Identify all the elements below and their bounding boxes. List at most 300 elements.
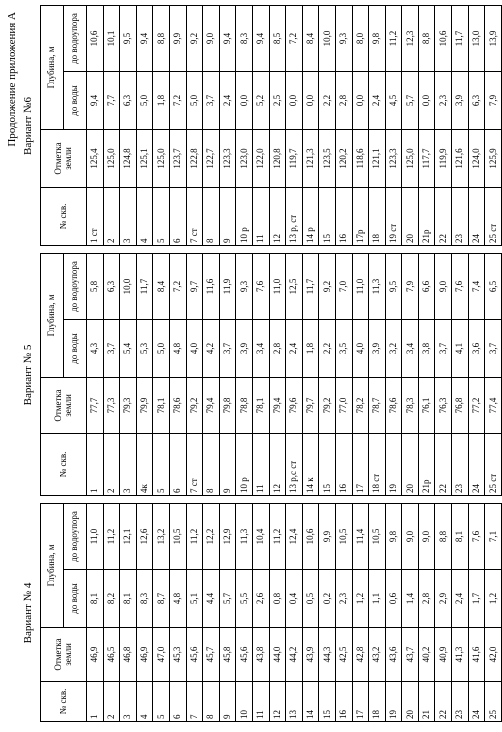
depth-to-aquiclude-cell: 10,6 <box>87 6 104 72</box>
well-number-cell: 24 <box>468 682 485 722</box>
table-row <box>402 504 419 722</box>
depth-to-water-cell: 4,8 <box>169 570 186 628</box>
depth-to-water-cell: 0,0 <box>418 72 435 130</box>
ground-elevation-cell: 44,0 <box>269 628 286 682</box>
ground-elevation-cell: 120,2 <box>335 130 352 188</box>
ground-elevation-cell: 45,6 <box>236 628 253 682</box>
ground-elevation-cell: 76,3 <box>435 378 452 434</box>
well-number-cell: 15 <box>319 188 336 246</box>
depth-to-water-cell: 1,1 <box>369 570 386 628</box>
well-number-cell: 8 <box>203 682 220 722</box>
depth-to-water-cell: 2,8 <box>418 570 435 628</box>
header-row <box>41 504 64 722</box>
well-number-cell: 18 <box>369 188 386 246</box>
depth-to-aquiclude-cell: 9,0 <box>402 504 419 570</box>
col-header-to-water: до воды <box>64 72 87 130</box>
depth-to-water-cell: 5,2 <box>252 72 269 130</box>
depth-to-aquiclude-cell: 10,6 <box>302 504 319 570</box>
table-row <box>418 254 435 496</box>
depth-to-water-cell: 2,6 <box>252 570 269 628</box>
ground-elevation-cell: 40,9 <box>435 628 452 682</box>
table-row <box>435 254 452 496</box>
well-number-cell: 23 <box>452 434 469 496</box>
depth-to-water-cell: 3,7 <box>103 320 120 378</box>
table-row <box>418 6 435 246</box>
depth-to-aquiclude-cell: 8,8 <box>435 504 452 570</box>
well-number-cell: 21р <box>418 188 435 246</box>
well-number-cell: 22 <box>435 682 452 722</box>
ground-elevation-cell: 79,2 <box>186 378 203 434</box>
ground-elevation-cell: 78,6 <box>385 378 402 434</box>
well-number-cell: 13 <box>286 682 303 722</box>
well-number-cell: 20 <box>402 682 419 722</box>
depth-to-water-cell: 2,2 <box>319 320 336 378</box>
depth-to-aquiclude-cell: 7,2 <box>169 254 186 320</box>
depth-to-aquiclude-cell: 8,5 <box>269 6 286 72</box>
ground-elevation-cell: 43,6 <box>385 628 402 682</box>
ground-elevation-cell: 42,5 <box>335 628 352 682</box>
depth-to-water-cell: 1,2 <box>485 570 502 628</box>
table-row <box>402 254 419 496</box>
well-number-cell: 21 <box>418 682 435 722</box>
well-number-cell: 24 <box>468 188 485 246</box>
well-number-cell: 11 <box>252 188 269 246</box>
ground-elevation-cell: 47,0 <box>153 628 170 682</box>
ground-elevation-cell: 46,9 <box>136 628 153 682</box>
depth-to-aquiclude-cell: 10,6 <box>435 6 452 72</box>
well-number-cell: 20 <box>402 188 419 246</box>
well-number-cell: 8 <box>203 188 220 246</box>
table-row <box>385 6 402 246</box>
well-number-cell: 24 <box>468 434 485 496</box>
depth-to-aquiclude-cell: 11,4 <box>352 504 369 570</box>
table-row <box>87 254 104 496</box>
col-header-well: № скв. <box>41 434 87 496</box>
ground-elevation-cell: 44,2 <box>286 628 303 682</box>
col-header-to-aquiclude: до водоупора <box>64 254 87 320</box>
depth-to-aquiclude-cell: 11,9 <box>219 254 236 320</box>
table-row <box>335 504 352 722</box>
depth-to-aquiclude-cell: 7,6 <box>452 254 469 320</box>
depth-to-aquiclude-cell: 9,0 <box>418 504 435 570</box>
depth-to-water-cell: 7,9 <box>485 72 502 130</box>
depth-to-water-cell: 2,4 <box>286 320 303 378</box>
depth-to-aquiclude-cell: 12,6 <box>136 504 153 570</box>
depth-to-water-cell: 6,3 <box>468 72 485 130</box>
depth-to-aquiclude-cell: 9,2 <box>319 254 336 320</box>
table-row <box>87 504 104 722</box>
col-header-depth: Глубина, м <box>41 6 64 130</box>
ground-elevation-cell: 41,6 <box>468 628 485 682</box>
depth-to-water-cell: 0,5 <box>302 570 319 628</box>
depth-to-water-cell: 0,2 <box>319 570 336 628</box>
well-number-cell: 15 <box>319 682 336 722</box>
well-number-cell: 19 ст <box>385 188 402 246</box>
depth-to-aquiclude-cell: 11,2 <box>385 6 402 72</box>
table-row <box>120 504 137 722</box>
table-row <box>103 6 120 246</box>
ground-elevation-cell: 76,1 <box>418 378 435 434</box>
depth-to-water-cell: 5,0 <box>136 72 153 130</box>
depth-to-aquiclude-cell: 9,0 <box>435 254 452 320</box>
depth-to-aquiclude-cell: 9,5 <box>385 254 402 320</box>
ground-elevation-cell: 78,3 <box>402 378 419 434</box>
well-number-cell: 6 <box>169 188 186 246</box>
depth-to-aquiclude-cell: 10,5 <box>335 504 352 570</box>
depth-to-water-cell: 3,5 <box>335 320 352 378</box>
depth-to-aquiclude-cell: 7,1 <box>485 504 502 570</box>
depth-to-water-cell: 0,0 <box>302 72 319 130</box>
depth-to-water-cell: 1,8 <box>153 72 170 130</box>
depth-to-aquiclude-cell: 11,7 <box>452 6 469 72</box>
ground-elevation-cell: 46,8 <box>120 628 137 682</box>
depth-to-aquiclude-cell: 11,2 <box>103 504 120 570</box>
table-row <box>369 504 386 722</box>
ground-elevation-cell: 42,0 <box>485 628 502 682</box>
table-row <box>252 6 269 246</box>
ground-elevation-cell: 125,0 <box>402 130 419 188</box>
depth-to-aquiclude-cell: 11,0 <box>352 254 369 320</box>
ground-elevation-cell: 117,7 <box>418 130 435 188</box>
depth-to-water-cell: 1,2 <box>352 570 369 628</box>
depth-to-water-cell: 2,5 <box>269 72 286 130</box>
well-number-cell: 12 <box>269 682 286 722</box>
ground-elevation-cell: 118,6 <box>352 130 369 188</box>
depth-to-water-cell: 9,4 <box>87 72 104 130</box>
ground-elevation-cell: 79,9 <box>136 378 153 434</box>
depth-to-water-cell: 3,7 <box>219 320 236 378</box>
depth-to-water-cell: 2,3 <box>435 72 452 130</box>
ground-elevation-cell: 121,6 <box>452 130 469 188</box>
well-number-cell: 14 р <box>302 188 319 246</box>
table-row <box>302 504 319 722</box>
ground-elevation-cell: 120,8 <box>269 130 286 188</box>
depth-to-water-cell: 3,9 <box>452 72 469 130</box>
depth-to-aquiclude-cell: 9,9 <box>169 6 186 72</box>
well-number-cell: 10 р <box>236 434 253 496</box>
ground-elevation-cell: 41,3 <box>452 628 469 682</box>
ground-elevation-cell: 123,7 <box>169 130 186 188</box>
depth-to-water-cell: 5,0 <box>186 72 203 130</box>
table-row <box>452 504 469 722</box>
ground-elevation-cell: 79,4 <box>269 378 286 434</box>
depth-to-water-cell: 5,7 <box>219 570 236 628</box>
table-row <box>169 504 186 722</box>
depth-to-aquiclude-cell: 11,6 <box>203 254 220 320</box>
ground-elevation-cell: 77,0 <box>335 378 352 434</box>
well-number-cell: 12 <box>269 434 286 496</box>
depth-to-water-cell: 1,7 <box>468 570 485 628</box>
table-row <box>169 254 186 496</box>
ground-elevation-cell: 119,7 <box>286 130 303 188</box>
col-header-depth: Глубина, м <box>41 254 64 378</box>
depth-to-water-cell: 2,2 <box>319 72 336 130</box>
depth-to-water-cell: 8,1 <box>87 570 104 628</box>
ground-elevation-cell: 43,8 <box>252 628 269 682</box>
depth-to-water-cell: 3,9 <box>236 320 253 378</box>
well-number-cell: 22 <box>435 188 452 246</box>
depth-to-water-cell: 8,2 <box>103 570 120 628</box>
depth-to-water-cell: 4,5 <box>385 72 402 130</box>
depth-to-aquiclude-cell: 9,8 <box>369 6 386 72</box>
ground-elevation-cell: 43,9 <box>302 628 319 682</box>
table-row <box>385 254 402 496</box>
table-row <box>485 254 502 496</box>
depth-to-water-cell: 8,7 <box>153 570 170 628</box>
depth-to-aquiclude-cell: 12,9 <box>219 504 236 570</box>
variant-table <box>40 253 502 496</box>
ground-elevation-cell: 124,8 <box>120 130 137 188</box>
depth-to-aquiclude-cell: 13,2 <box>153 504 170 570</box>
well-number-cell: 7 ст <box>186 188 203 246</box>
well-number-cell: 5 <box>153 682 170 722</box>
table-row <box>319 6 336 246</box>
table-row <box>286 254 303 496</box>
depth-to-water-cell: 5,3 <box>136 320 153 378</box>
well-number-cell: 23 <box>452 682 469 722</box>
depth-to-water-cell: 4,4 <box>203 570 220 628</box>
ground-elevation-cell: 78,1 <box>153 378 170 434</box>
table-row <box>352 254 369 496</box>
depth-to-water-cell: 3,9 <box>369 320 386 378</box>
depth-to-aquiclude-cell: 11,0 <box>87 504 104 570</box>
depth-to-aquiclude-cell: 9,5 <box>120 6 137 72</box>
depth-to-water-cell: 5,1 <box>186 570 203 628</box>
table-row <box>435 504 452 722</box>
ground-elevation-cell: 79,4 <box>203 378 220 434</box>
table-row <box>153 6 170 246</box>
ground-elevation-cell: 43,2 <box>369 628 386 682</box>
depth-to-aquiclude-cell: 10,0 <box>120 254 137 320</box>
table-row <box>418 504 435 722</box>
well-number-cell: 16 <box>335 188 352 246</box>
variant-title: Вариант № 5 <box>22 344 34 406</box>
ground-elevation-cell: 45,6 <box>186 628 203 682</box>
well-number-cell: 23 <box>452 188 469 246</box>
depth-to-water-cell: 2,8 <box>335 72 352 130</box>
well-number-cell: 19 <box>385 682 402 722</box>
table-row <box>352 6 369 246</box>
depth-to-water-cell: 7,2 <box>169 72 186 130</box>
table-row <box>302 6 319 246</box>
col-header-elevation: Отметка земли <box>41 628 87 682</box>
table-row <box>452 6 469 246</box>
well-number-cell: 17 <box>352 682 369 722</box>
depth-to-water-cell: 4,0 <box>352 320 369 378</box>
table-row <box>120 6 137 246</box>
col-header-depth: Глубина, м <box>41 504 64 628</box>
table-row <box>153 254 170 496</box>
table-row <box>120 254 137 496</box>
depth-to-aquiclude-cell: 9,4 <box>136 6 153 72</box>
well-number-cell: 9 <box>219 434 236 496</box>
depth-to-water-cell: 1,8 <box>302 320 319 378</box>
well-number-cell: 6 <box>169 434 186 496</box>
depth-to-aquiclude-cell: 9,3 <box>335 6 352 72</box>
table-row <box>319 254 336 496</box>
well-number-cell: 20 <box>402 434 419 496</box>
well-number-cell: 18 ст <box>369 434 386 496</box>
depth-to-aquiclude-cell: 7,4 <box>468 254 485 320</box>
depth-to-aquiclude-cell: 9,4 <box>219 6 236 72</box>
depth-to-water-cell: 7,7 <box>103 72 120 130</box>
table-row <box>219 504 236 722</box>
depth-to-aquiclude-cell: 6,5 <box>485 254 502 320</box>
table-row <box>335 6 352 246</box>
ground-elevation-cell: 40,2 <box>418 628 435 682</box>
table-row <box>203 504 220 722</box>
depth-to-aquiclude-cell: 8,8 <box>418 6 435 72</box>
well-number-cell: 25 <box>485 682 502 722</box>
table-row <box>186 6 203 246</box>
table-row <box>186 504 203 722</box>
depth-to-water-cell: 3,8 <box>418 320 435 378</box>
table-row <box>269 504 286 722</box>
depth-to-aquiclude-cell: 9,3 <box>236 254 253 320</box>
well-number-cell: 2 <box>103 434 120 496</box>
depth-to-aquiclude-cell: 9,4 <box>252 6 269 72</box>
ground-elevation-cell: 46,5 <box>103 628 120 682</box>
col-header-well: № скв. <box>41 682 87 722</box>
well-number-cell: 25 ст <box>485 434 502 496</box>
col-header-to-aquiclude: до водоупора <box>64 504 87 570</box>
depth-to-water-cell: 3,7 <box>203 72 220 130</box>
header-row <box>41 254 64 496</box>
ground-elevation-cell: 77,7 <box>87 378 104 434</box>
table-row <box>136 6 153 246</box>
ground-elevation-cell: 124,0 <box>468 130 485 188</box>
depth-to-water-cell: 2,8 <box>269 320 286 378</box>
ground-elevation-cell: 78,1 <box>252 378 269 434</box>
depth-to-water-cell: 8,1 <box>120 570 137 628</box>
table-row <box>103 254 120 496</box>
depth-to-aquiclude-cell: 12,4 <box>286 504 303 570</box>
table-row <box>236 254 253 496</box>
ground-elevation-cell: 45,3 <box>169 628 186 682</box>
ground-elevation-cell: 123,3 <box>385 130 402 188</box>
depth-to-aquiclude-cell: 11,7 <box>136 254 153 320</box>
depth-to-aquiclude-cell: 7,6 <box>252 254 269 320</box>
depth-to-aquiclude-cell: 7,2 <box>286 6 303 72</box>
table-row <box>219 6 236 246</box>
well-number-cell: 13 р, ст <box>286 188 303 246</box>
ground-elevation-cell: 125,0 <box>103 130 120 188</box>
well-number-cell: 3 <box>120 682 137 722</box>
table-row <box>252 504 269 722</box>
ground-elevation-cell: 122,0 <box>252 130 269 188</box>
well-number-cell: 9 <box>219 188 236 246</box>
well-number-cell: 15 <box>319 434 336 496</box>
depth-to-water-cell: 3,7 <box>485 320 502 378</box>
depth-to-aquiclude-cell: 8,3 <box>236 6 253 72</box>
table-row <box>236 6 253 246</box>
table-row <box>468 254 485 496</box>
depth-to-water-cell: 0,0 <box>236 72 253 130</box>
depth-to-water-cell: 2,4 <box>369 72 386 130</box>
depth-to-water-cell: 4,0 <box>186 320 203 378</box>
well-number-cell: 5 <box>153 434 170 496</box>
well-number-cell: 22 <box>435 434 452 496</box>
well-number-cell: 16 <box>335 682 352 722</box>
table-row <box>352 504 369 722</box>
depth-to-water-cell: 2,3 <box>335 570 352 628</box>
ground-elevation-cell: 125,0 <box>153 130 170 188</box>
depth-to-water-cell: 4,2 <box>203 320 220 378</box>
table-row <box>369 6 386 246</box>
depth-to-aquiclude-cell: 10,0 <box>319 6 336 72</box>
well-number-cell: 11 <box>252 682 269 722</box>
table-row <box>236 504 253 722</box>
depth-to-aquiclude-cell: 8,1 <box>452 504 469 570</box>
table-row <box>252 254 269 496</box>
ground-elevation-cell: 125,4 <box>87 130 104 188</box>
well-number-cell: 7 ст <box>186 434 203 496</box>
depth-to-aquiclude-cell: 10,5 <box>169 504 186 570</box>
depth-to-aquiclude-cell: 11,2 <box>186 504 203 570</box>
table-row <box>468 504 485 722</box>
ground-elevation-cell: 122,8 <box>186 130 203 188</box>
table-row <box>219 254 236 496</box>
depth-to-aquiclude-cell: 10,1 <box>103 6 120 72</box>
table-row <box>402 6 419 246</box>
depth-to-aquiclude-cell: 11,0 <box>269 254 286 320</box>
table-row <box>269 6 286 246</box>
header-row <box>41 6 64 246</box>
depth-to-water-cell: 4,1 <box>452 320 469 378</box>
depth-to-water-cell: 5,7 <box>402 72 419 130</box>
depth-to-water-cell: 3,6 <box>468 320 485 378</box>
depth-to-aquiclude-cell: 11,7 <box>302 254 319 320</box>
well-number-cell: 8 <box>203 434 220 496</box>
well-number-cell: 3 <box>120 434 137 496</box>
depth-to-water-cell: 1,4 <box>402 570 419 628</box>
depth-to-aquiclude-cell: 8,4 <box>302 6 319 72</box>
ground-elevation-cell: 125,9 <box>485 130 502 188</box>
table-row <box>136 504 153 722</box>
ground-elevation-cell: 77,2 <box>468 378 485 434</box>
depth-to-aquiclude-cell: 8,4 <box>153 254 170 320</box>
page-header <box>6 12 19 147</box>
col-header-to-water: до воды <box>64 570 87 628</box>
well-number-cell: 12 <box>269 188 286 246</box>
table-row <box>485 504 502 722</box>
ground-elevation-cell: 122,7 <box>203 130 220 188</box>
well-number-cell: 5 <box>153 188 170 246</box>
ground-elevation-cell: 78,7 <box>369 378 386 434</box>
well-number-cell: 16 <box>335 434 352 496</box>
variant-table <box>40 503 502 722</box>
continuation-caption: Продолжение приложения А <box>6 12 18 147</box>
well-number-cell: 6 <box>169 682 186 722</box>
ground-elevation-cell: 121,1 <box>369 130 386 188</box>
ground-elevation-cell: 79,7 <box>302 378 319 434</box>
well-number-cell: 4 <box>136 188 153 246</box>
ground-elevation-cell: 121,3 <box>302 130 319 188</box>
depth-to-aquiclude-cell: 7,6 <box>468 504 485 570</box>
depth-to-aquiclude-cell: 6,3 <box>103 254 120 320</box>
depth-to-aquiclude-cell: 11,3 <box>369 254 386 320</box>
table-row <box>136 254 153 496</box>
ground-elevation-cell: 79,6 <box>286 378 303 434</box>
depth-to-aquiclude-cell: 11,3 <box>236 504 253 570</box>
ground-elevation-cell: 44,3 <box>319 628 336 682</box>
depth-to-aquiclude-cell: 9,2 <box>186 6 203 72</box>
depth-to-water-cell: 8,3 <box>136 570 153 628</box>
ground-elevation-cell: 123,5 <box>319 130 336 188</box>
depth-to-water-cell: 5,4 <box>120 320 137 378</box>
depth-to-aquiclude-cell: 8,8 <box>153 6 170 72</box>
table-row <box>269 254 286 496</box>
